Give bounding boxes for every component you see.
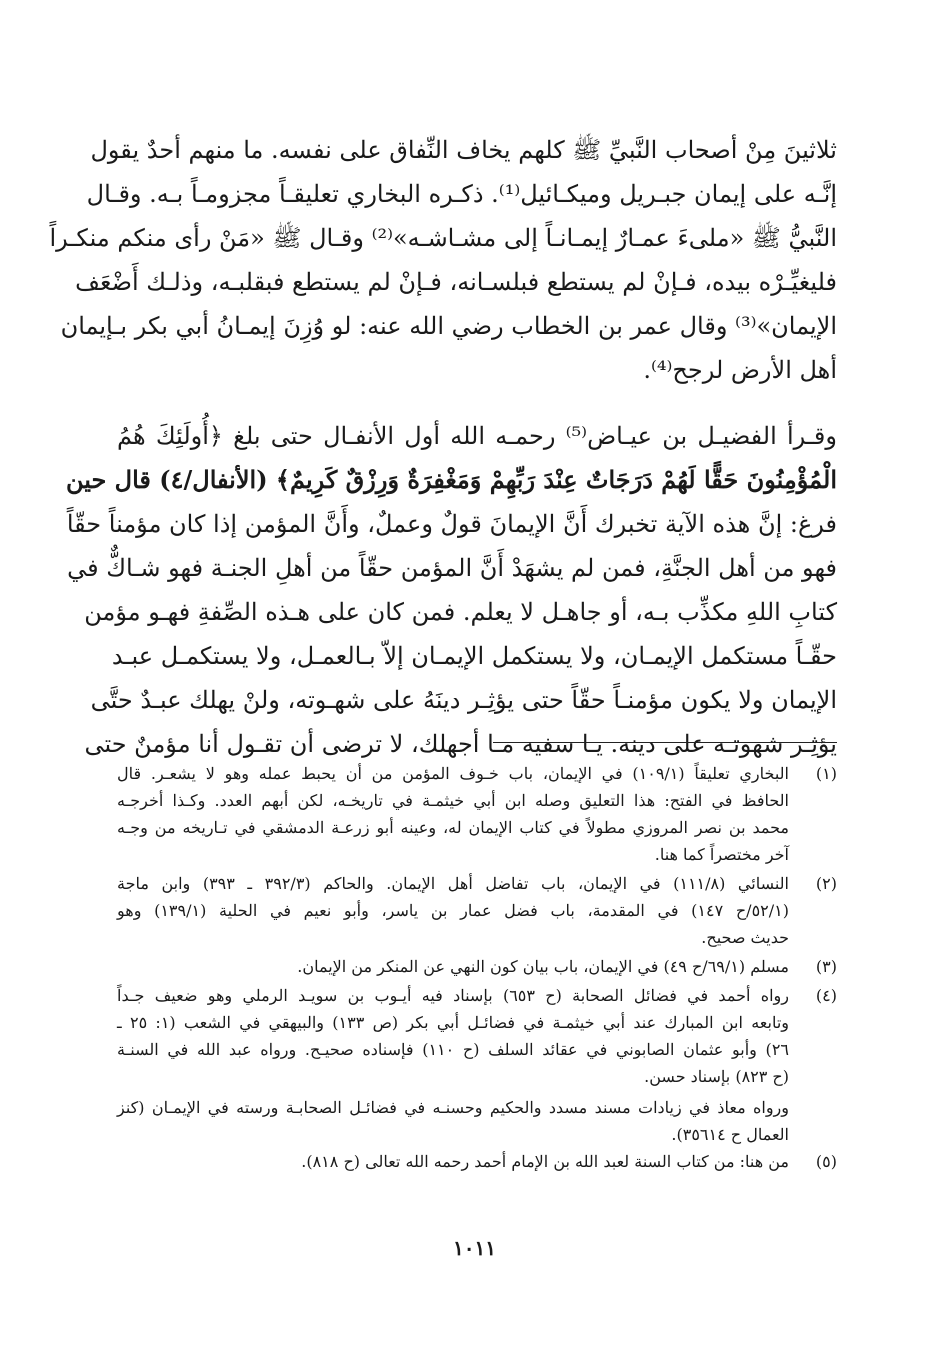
text-line: فرغ: إنَّ هذه الآية تخبرك أَنَّ الإيمانَ قولٌ وعملٌ، وأَنَّ المؤمن إذا كان مؤمناً حقّاً	[66, 510, 837, 538]
text-line: أهل الأرض لرجح⁽⁴⁾.	[643, 356, 837, 384]
footnote-number: (١)	[815, 764, 837, 783]
footnote-body	[117, 982, 789, 1090]
text-line: فليغيِّـرْه بيده، فـإنْ لم يستطع فبلسـانه، فـإنْ لم يستطع فبقلبـه، وذلـك أَضْعَف	[75, 268, 837, 296]
footnote-line: (ح ٨٢٣) بإسناد حسن.	[644, 1067, 789, 1086]
footnote-line: ٢٦) وأبو عثمان الصابوني في عقائد السلف (ح ١١٠) فإسناده صحيـح. ورواه عبد الله في السنـة	[117, 1040, 789, 1059]
paragraph-2	[65, 414, 837, 766]
text-line: حقّـاً مستكمل الإيمـان، ولا يستكمل الإيمـان إلاّ بـالعمـل، ولا يستكمـل عبـد	[111, 642, 837, 670]
text-line: كتابِ اللهِ مكذِّب بـه، أو جاهـل لا يعلم. فمن كان على هـذه الصِّفةِ فهـو مؤمن	[84, 598, 837, 626]
footnote-line: محمد بن نصر المروزي مطولاً في كتاب الإيمان له، وعينه أبو زرعـة الدمشقي في تـاريخه من وجـه	[117, 818, 789, 837]
footnote-2	[117, 870, 837, 951]
footnote-3	[117, 953, 837, 980]
footnote-number: (٢)	[815, 874, 837, 893]
footnote-line: الحافظ في الفتح: هذا التعليق وصله ابن أبي خيثمـة في تاريخـه، لكن أبهم العدد. وكـذا أخرجـه	[117, 791, 789, 810]
footnote-line: آخر مختصراً كما هنا.	[654, 845, 789, 864]
footnote-line: النسائي (١١١/٨) في الإيمان، باب تفاضل أهل الإيمان. والحاكم (٣٩٢/٣ ـ ٣٩٣) وابن ماجة	[117, 874, 790, 893]
text-line: يؤثِـر شهوتـه على دينه. يـا سفيه مـا أجهلك، لا ترضى أن تقـول أنا مؤمنٌ حتى	[84, 730, 837, 758]
footnote-line: وتابعه ابن المبارك عند أبي خيثمـة في فضائـل أبي بكر (ص ١٣٣) والبيهقي في الشعب (١: ٢٥ ـ	[117, 1013, 790, 1032]
footnote-4	[117, 982, 837, 1090]
footnote-line: البخاري تعليقاً (١٠٩/١) في الإيمان، باب خـوف المؤمن من أن يحبط عمله وهو لا يشعـر. قال	[117, 764, 790, 783]
footnote-5	[117, 1148, 837, 1175]
footnotes	[117, 760, 837, 1177]
footnote-4-continuation	[117, 1094, 789, 1148]
footnote-body	[117, 1148, 789, 1175]
text-line: الإيمان»⁽³⁾ وقال عمر بن الخطاب رضي الله عنه: لو وُزِنَ إيمـانُ أبي بكر بـإيمان	[60, 312, 837, 340]
footnote-line: مسلم (٦٩/١/ح ٤٩) في الإيمان، باب بيان كون النهي عن المنكر من الإيمان.	[297, 957, 789, 976]
footnote-divider	[493, 742, 837, 743]
page-number: ١٠١١	[453, 1236, 496, 1260]
main-text	[49, 128, 837, 766]
quran-verse-line: الْمُؤْمِنُونَ حَقًّا لَهُمْ دَرَجَاتٌ عِنْدَ رَبِّهِمْ وَمَغْفِرَةٌ وَرِزْقٌ كَرِيمٌ﴾ (الأنفال/٤) قال حين	[65, 465, 837, 494]
footnote-1	[117, 760, 837, 868]
footnote-body	[117, 953, 789, 980]
footnote-body	[117, 760, 789, 868]
text-line: إنَّـه على إيمان جبـريل وميكـائيل⁽¹⁾. ذكـره البخاري تعليقـاً مجزومـاً بـه. وقـال	[86, 180, 837, 208]
paragraph-gap	[117, 392, 837, 414]
footnote-line: ورواه معاذ في زيادات مسند مسدد والحكيم وحسنـه في فضائـل الصحابـة ورسته في الإيمـان (كنز	[117, 1098, 789, 1117]
text-line: الإيمان ولا يكون مؤمنـاً حقّاً حتى يؤثِـر دينَهُ على شهـوته، ولنْ يهلك عبـدٌ حتَّى	[90, 686, 837, 714]
text-line: النَّبيُّ ﷺ «ملىءَ عمـارٌ إيمـانـاً إلى مشـاشـه»⁽²⁾ وقـال ﷺ «مَنْ رأى منكم منكـراً	[49, 224, 837, 252]
footnote-line: حديث صحيح.	[701, 928, 789, 947]
footnote-number: (٤)	[815, 986, 837, 1005]
footnote-line: العمال ح ٣٥٦١٤).	[671, 1125, 789, 1144]
footnote-line: رواه أحمد في فضائل الصحابة (ح ٦٥٣) بإسناد فيه أيـوب بن سويـد الرملي وهو ضعيف جـداً	[117, 986, 789, 1005]
footnote-line: من هنا: من كتاب السنة لعبد الله بن الإمام أحمد رحمه الله تعالى (ح ٨١٨).	[301, 1152, 789, 1171]
paragraph-1	[49, 128, 837, 392]
footnote-body	[117, 870, 789, 951]
text-line: وقـرأ الفضيـل بن عيـاض⁽⁵⁾ رحمـه الله أول الأنفـال حتى بلغ ﴿أُولَئِكَ هُمُ	[117, 422, 837, 450]
footnote-number: (٥)	[815, 1152, 837, 1171]
text-line: فهو من أهل الجنَّةِ، فمن لم يشهَدْ أَنَّ المؤمن حقّاً من أهلِ الجنـة فهو شـاكٌّ في	[67, 554, 837, 582]
footnote-number: (٣)	[815, 957, 837, 976]
text-line: ثلاثينَ مِنْ أصحاب النَّبيِّ ﷺ كلهم يخاف النِّفاق على نفسه. ما منهم أحدٌ يقول	[90, 136, 837, 164]
footnote-line: (٥٢/١/ح ١٤٧) في المقدمة، باب فضل عمار بن ياسر، وأبو نعيم في الحلية (١٣٩/١) وهو	[117, 901, 789, 920]
